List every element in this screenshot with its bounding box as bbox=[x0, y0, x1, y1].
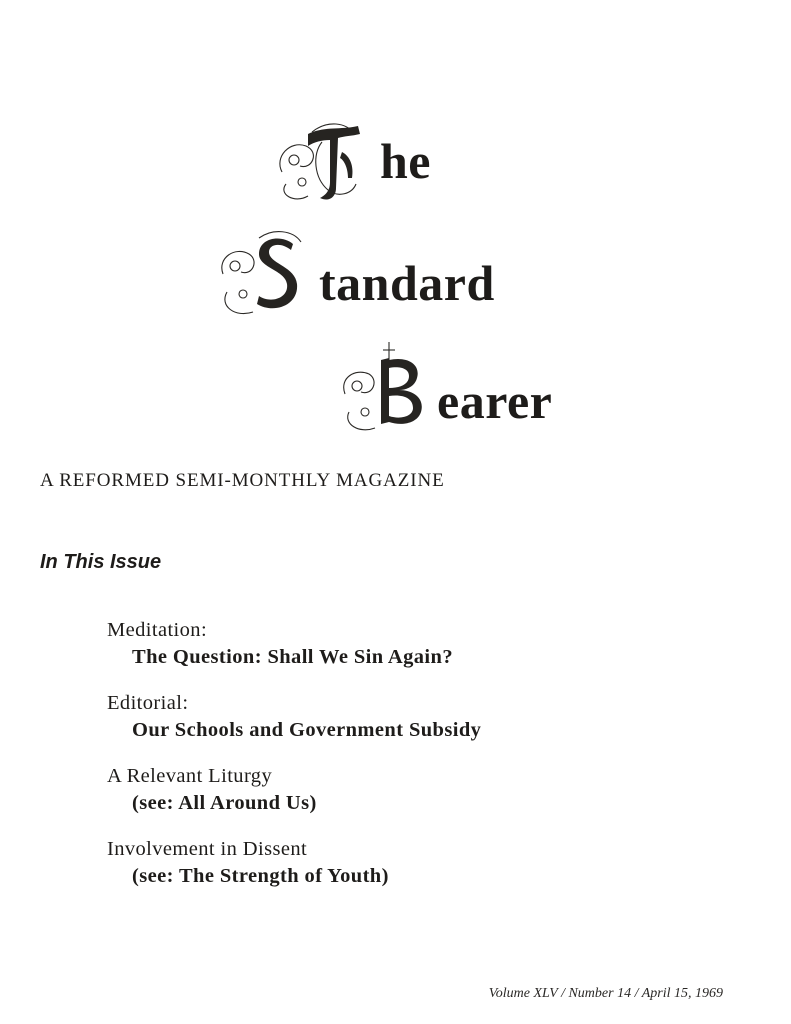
table-of-contents bbox=[107, 617, 727, 909]
ornate-initial-b bbox=[337, 338, 441, 438]
ornate-flourish-icon bbox=[215, 222, 325, 322]
contents-entry-liturgy bbox=[107, 763, 727, 817]
entry-heading: Involvement in Dissent bbox=[107, 838, 308, 860]
masthead-line-bearer bbox=[337, 338, 552, 438]
issue-heading: In This Issue bbox=[40, 551, 162, 573]
entry-title: (see: The Strength of Youth) bbox=[132, 865, 389, 887]
ornate-initial-t bbox=[272, 112, 382, 208]
magazine-subtitle: A REFORMED SEMI-MONTHLY MAGAZINE bbox=[40, 470, 445, 491]
contents-entry-meditation bbox=[107, 617, 727, 671]
entry-title: (see: All Around Us) bbox=[132, 792, 317, 814]
entry-title: Our Schools and Government Subsidy bbox=[132, 719, 482, 741]
contents-entry-dissent bbox=[107, 836, 727, 890]
initial-letter-s bbox=[257, 239, 297, 309]
ornate-flourish-icon bbox=[337, 338, 441, 438]
masthead-line-standard bbox=[215, 222, 495, 322]
masthead-word-bearer: earer bbox=[437, 373, 553, 429]
ornate-flourish-icon bbox=[272, 112, 382, 208]
issue-info-footer: Volume XLV / Number 14 / April 15, 1969 bbox=[488, 986, 723, 1001]
ornate-initial-s bbox=[215, 222, 325, 322]
initial-letter-b bbox=[381, 358, 422, 424]
entry-title: The Question: Shall We Sin Again? bbox=[132, 646, 453, 668]
entry-heading: A Relevant Liturgy bbox=[107, 765, 273, 787]
masthead-line-the bbox=[272, 112, 431, 208]
entry-heading: Editorial: bbox=[107, 692, 189, 714]
entry-heading: Meditation: bbox=[107, 619, 208, 641]
masthead-word-the: he bbox=[380, 133, 431, 189]
contents-entry-editorial bbox=[107, 690, 727, 744]
masthead-word-standard: tandard bbox=[319, 255, 495, 311]
